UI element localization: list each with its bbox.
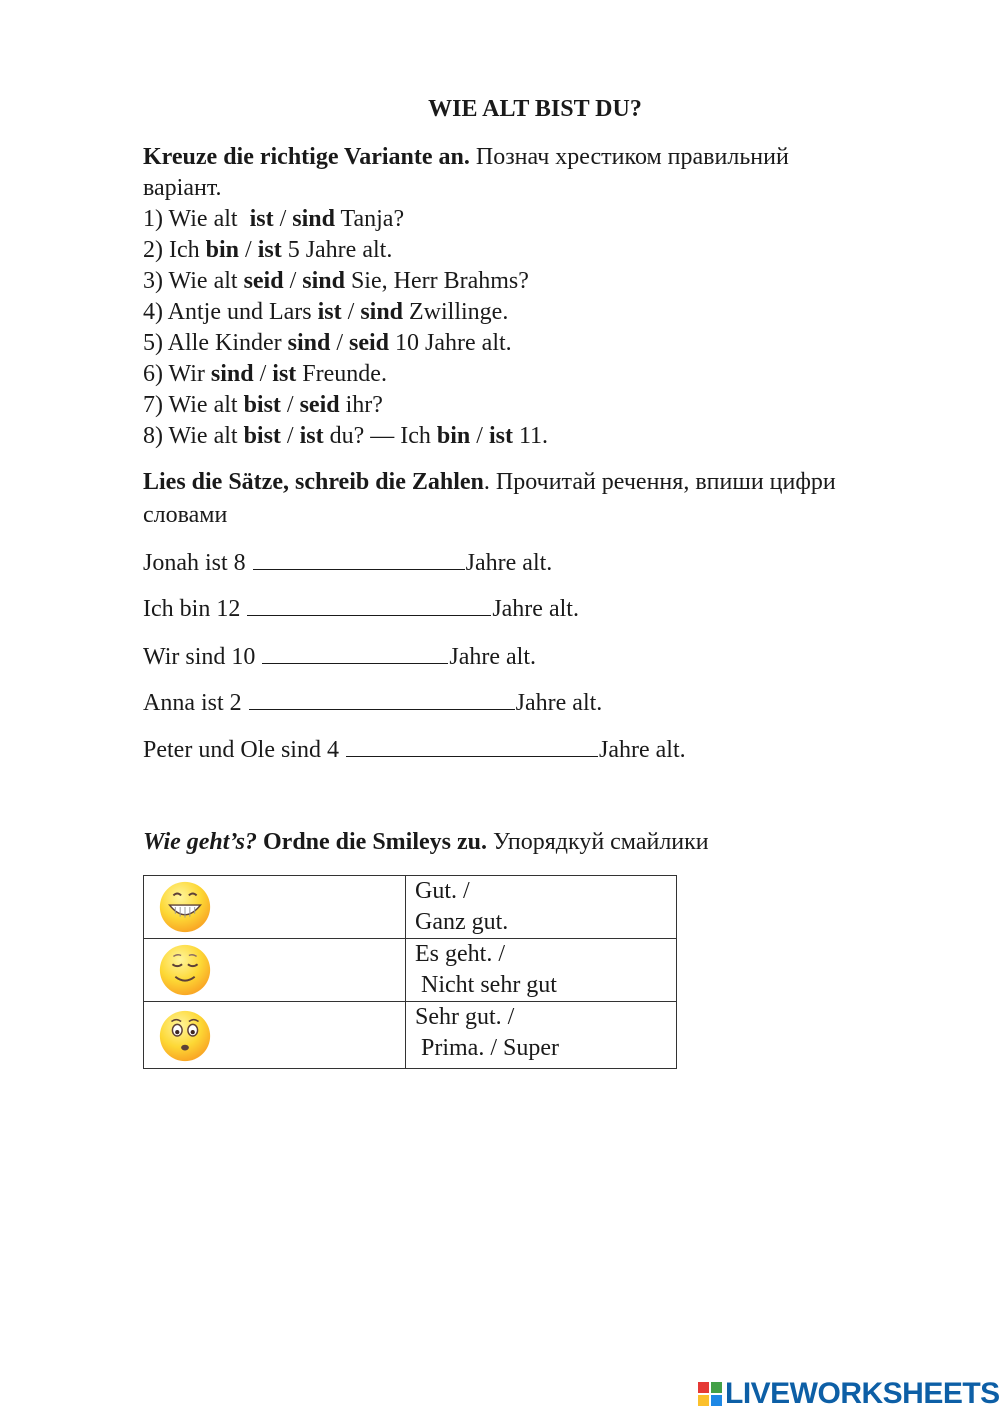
mood-text: Sehr gut. / bbox=[415, 1004, 515, 1030]
item-text: Zwillinge. bbox=[403, 299, 509, 325]
sentence-text: Anna ist 2 bbox=[143, 690, 248, 716]
item-text: 4) Antje und Lars bbox=[143, 299, 318, 325]
sentence-row bbox=[143, 687, 602, 719]
mood-text: Prima. / Super bbox=[415, 1035, 559, 1061]
section1-heading-rest: Познач хрестиком правильний bbox=[469, 144, 789, 170]
item-text: 11. bbox=[512, 423, 549, 449]
table-row bbox=[144, 939, 677, 1002]
sentence-row bbox=[143, 641, 536, 673]
logo-text: LIVEWORKSHEETS bbox=[725, 1377, 1000, 1410]
item-text: 10 Jahre alt. bbox=[389, 330, 512, 356]
option-word[interactable]: bin bbox=[436, 423, 471, 449]
mood-text: Ganz gut. bbox=[415, 909, 509, 935]
separator: / bbox=[470, 423, 489, 449]
section2-heading-rest: . Прочитай речення, впиши цифри bbox=[483, 469, 836, 495]
choice-item bbox=[143, 421, 548, 452]
item-text: du? — Ich bbox=[323, 423, 437, 449]
option-word[interactable]: sind bbox=[360, 299, 404, 325]
item-text: 2) Ich bbox=[143, 237, 206, 263]
option-word[interactable]: ist bbox=[488, 423, 513, 449]
option-word[interactable]: seid bbox=[299, 392, 340, 418]
choice-item bbox=[143, 266, 529, 297]
option-word[interactable]: sind bbox=[292, 206, 335, 232]
answer-blank[interactable] bbox=[253, 547, 465, 570]
choice-item bbox=[143, 359, 387, 390]
sentence-suffix: Jahre alt. bbox=[465, 550, 553, 576]
separator: / bbox=[273, 206, 293, 232]
section3-heading-italic: Wie geht’s? bbox=[143, 829, 257, 855]
mood-option-cell bbox=[406, 939, 677, 1002]
option-word[interactable]: sind bbox=[302, 268, 345, 294]
mood-text: Nicht sehr gut bbox=[415, 972, 557, 998]
section1-heading bbox=[143, 142, 943, 173]
liveworksheets-logo bbox=[697, 1376, 1000, 1412]
option-word[interactable]: bist bbox=[243, 392, 281, 418]
smiley-drop-cell[interactable] bbox=[144, 1002, 406, 1069]
content-smiley-icon[interactable] bbox=[156, 941, 214, 999]
separator: / bbox=[239, 237, 258, 263]
section2-heading-bold: Lies die Sätze, schreib die Zahlen bbox=[143, 469, 484, 495]
sentence-suffix: Jahre alt. bbox=[515, 690, 603, 716]
item-text: Sie, Herr Brahms? bbox=[344, 268, 529, 294]
separator: / bbox=[280, 392, 300, 418]
smiley-table bbox=[143, 875, 677, 1069]
table-row bbox=[144, 876, 677, 939]
item-text: Freunde. bbox=[296, 361, 387, 387]
option-word[interactable]: bist bbox=[243, 423, 281, 449]
option-word[interactable]: ist bbox=[299, 423, 324, 449]
option-word[interactable]: ist bbox=[257, 237, 282, 263]
item-text: 3) Wie alt bbox=[143, 268, 244, 294]
separator: / bbox=[330, 330, 350, 356]
separator: / bbox=[280, 423, 300, 449]
sentence-text: Wir sind 10 bbox=[143, 644, 262, 670]
option-word[interactable]: ist bbox=[272, 361, 297, 387]
section2-heading-line2: словами bbox=[143, 502, 228, 528]
option-word[interactable]: ist bbox=[317, 299, 342, 325]
sentence-row bbox=[143, 734, 686, 766]
answer-blank[interactable] bbox=[249, 687, 515, 710]
option-word[interactable]: sind bbox=[287, 330, 331, 356]
choice-item bbox=[143, 328, 512, 359]
option-word[interactable]: seid bbox=[349, 330, 390, 356]
page-title: WIE ALT BIST DU? bbox=[428, 96, 642, 122]
choice-item bbox=[143, 204, 404, 235]
option-word[interactable]: bin bbox=[205, 237, 240, 263]
section2-heading bbox=[143, 467, 943, 498]
choice-item bbox=[143, 235, 392, 266]
worried-smiley-icon[interactable] bbox=[156, 1007, 214, 1065]
choice-item bbox=[143, 297, 508, 328]
option-word[interactable]: sind bbox=[210, 361, 254, 387]
separator: / bbox=[341, 299, 361, 325]
grinning-smiley-icon[interactable] bbox=[156, 878, 214, 936]
item-text: 1) Wie alt bbox=[143, 206, 250, 232]
smiley-drop-cell[interactable] bbox=[144, 876, 406, 939]
item-text: 8) Wie alt bbox=[143, 423, 244, 449]
choice-item bbox=[143, 390, 383, 421]
answer-blank[interactable] bbox=[346, 734, 598, 757]
answer-blank[interactable] bbox=[247, 593, 491, 616]
mood-option-cell bbox=[406, 876, 677, 939]
section3-heading bbox=[143, 827, 943, 858]
answer-blank[interactable] bbox=[262, 641, 448, 664]
sentence-text: Peter und Ole sind 4 bbox=[143, 737, 345, 763]
separator: / bbox=[253, 361, 273, 387]
sentence-suffix: Jahre alt. bbox=[492, 596, 579, 622]
sentence-text: Jonah ist 8 bbox=[143, 550, 252, 576]
option-word[interactable]: ist bbox=[249, 206, 274, 232]
table-row bbox=[144, 1002, 677, 1069]
item-text: 6) Wir bbox=[143, 361, 211, 387]
mood-text: Gut. / bbox=[415, 878, 470, 904]
mood-text: Es geht. / bbox=[415, 941, 505, 967]
mood-option-cell bbox=[406, 1002, 677, 1069]
item-text: ihr? bbox=[339, 392, 383, 418]
sentence-row bbox=[143, 547, 552, 579]
sentence-suffix: Jahre alt. bbox=[449, 644, 536, 670]
item-text: 5) Alle Kinder bbox=[143, 330, 288, 356]
section3-heading-bold: Ordne die Smileys zu. bbox=[257, 829, 488, 855]
sentence-text: Ich bin 12 bbox=[143, 596, 247, 622]
section1-heading-line2: варіант. bbox=[143, 175, 222, 201]
sentence-suffix: Jahre alt. bbox=[598, 737, 686, 763]
item-text: Tanja? bbox=[334, 206, 405, 232]
item-text: 7) Wie alt bbox=[143, 392, 244, 418]
item-text: 5 Jahre alt. bbox=[281, 237, 393, 263]
separator: / bbox=[283, 268, 303, 294]
sentence-row bbox=[143, 593, 579, 625]
section1-heading-bold: Kreuze die richtige Variante an. bbox=[143, 144, 470, 170]
option-word[interactable]: seid bbox=[243, 268, 284, 294]
smiley-drop-cell[interactable] bbox=[144, 939, 406, 1002]
section3-heading-rest: Упорядкуй смайлики bbox=[487, 829, 709, 855]
liveworksheets-logo-icon bbox=[697, 1381, 723, 1407]
